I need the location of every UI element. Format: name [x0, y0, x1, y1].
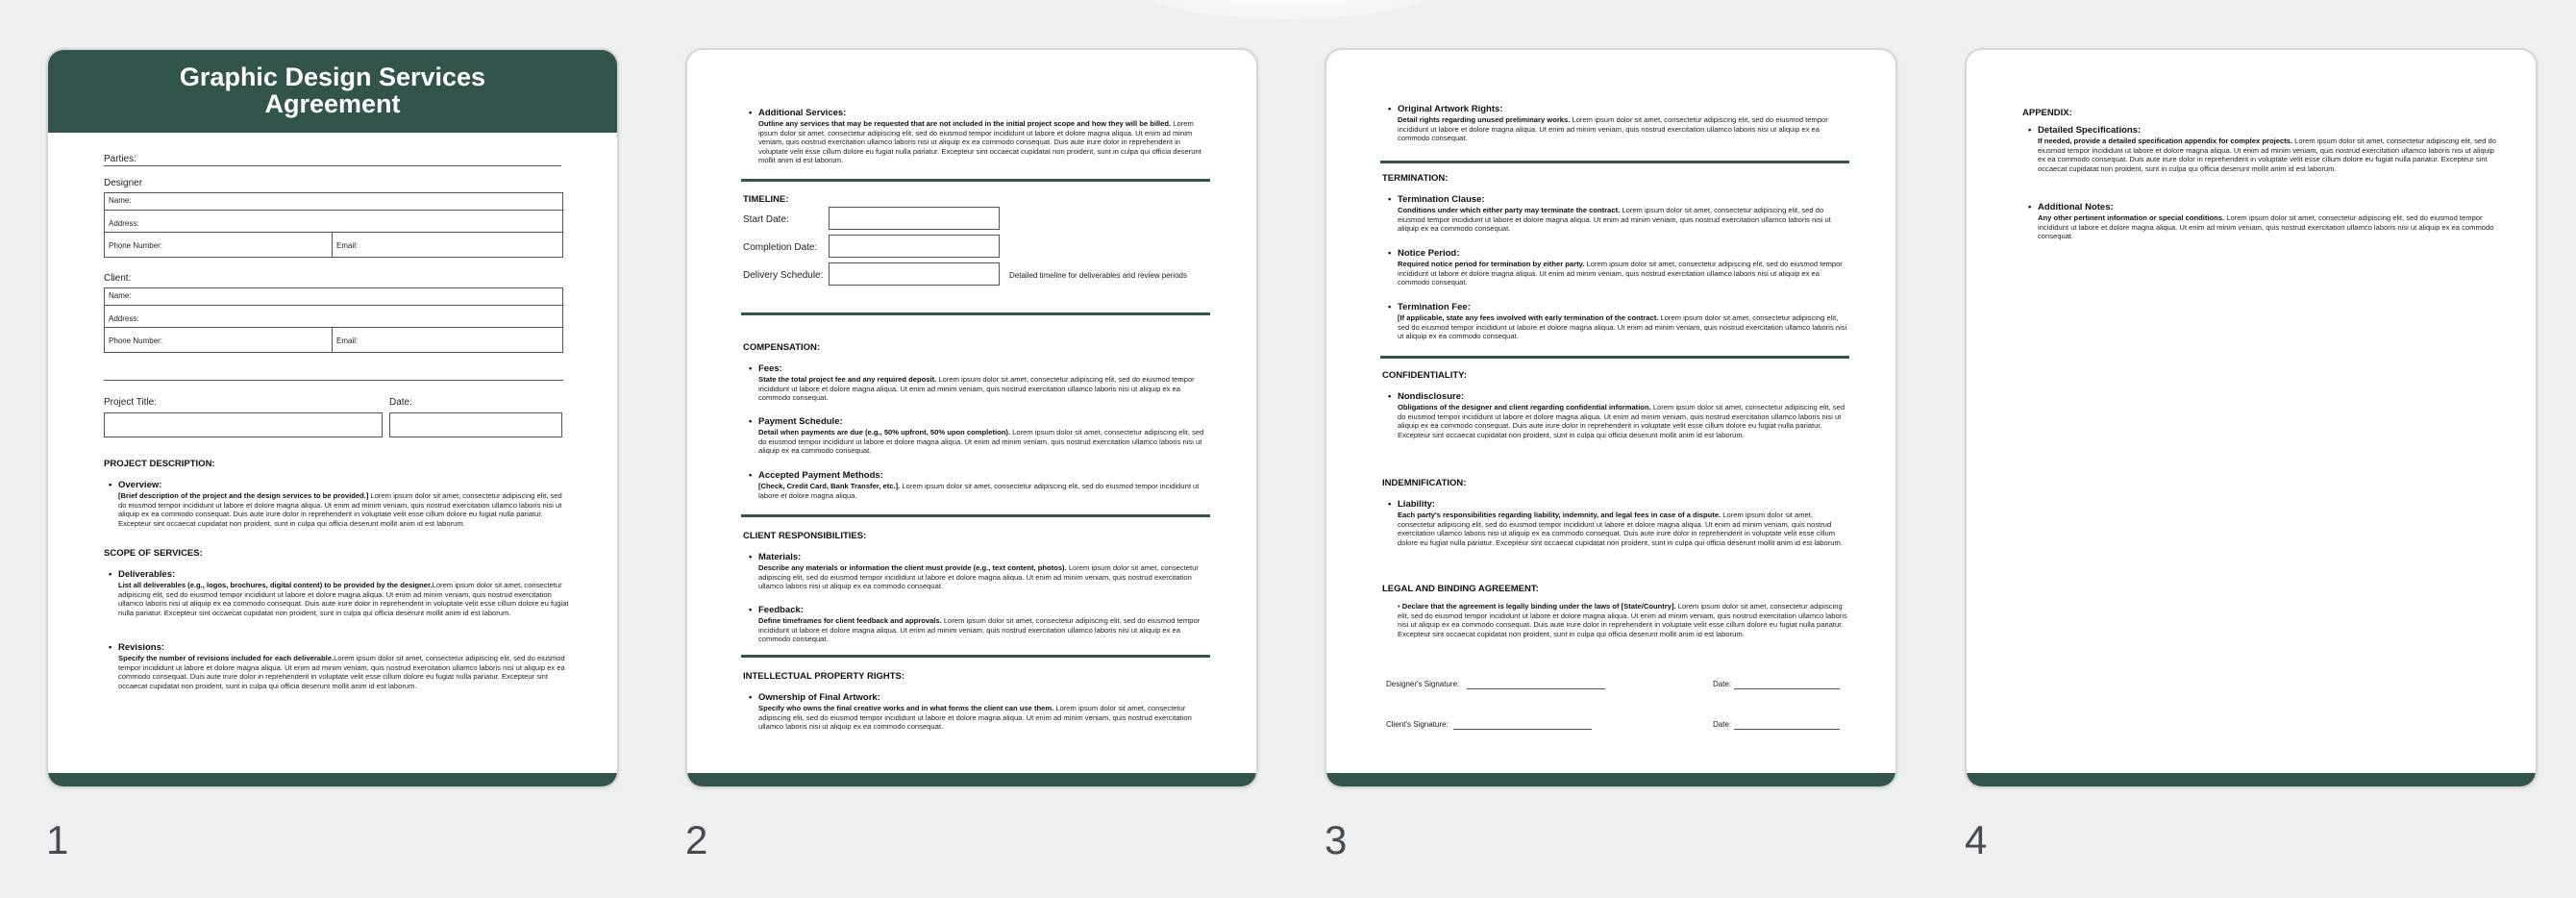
client-date-line	[1734, 729, 1840, 730]
fees-heading: • Fees:	[758, 363, 782, 374]
client-name-label: Name:	[109, 291, 132, 300]
termination-fee-heading: • Termination Fee:	[1398, 302, 1471, 312]
section-heading-timeline: TIMELINE:	[743, 194, 789, 205]
section-heading-confidentiality: CONFIDENTIALITY:	[1382, 370, 1467, 381]
client-address-label: Address:	[109, 314, 139, 323]
fees-text: State the total project fee and any required deposit. Lorem ipsum dolor sit amet, consectetur adipiscing elit, sed do eiusmod tempor incididunt ut labore et dolore magna aliqua. Ut enim ad minim veniam, quis nostrud exercitation ullamco laboris nisi ut aliquip ex ea commodo consequat.	[758, 375, 1195, 403]
page-number-1[interactable]: 1	[46, 817, 69, 862]
client-label: Client:	[104, 273, 132, 284]
detailed-specs-heading: • Detailed Specifications:	[2038, 125, 2141, 136]
legal-text: • Declare that the agreement is legally binding under the laws of [State/Country]. Lorem ipsum dolor sit amet, consectetur adipiscing elit, sed do eiusmod tempor incididunt ut labore et dolore magna aliqua. Ut enim ad minim veniam, quis nostrud exercitation ullamco laboris nisi ut aliquip ex ea commodo consequat. Duis aute irure dolor in reprehenderit in voluptate velit esse cillum dolore eu fugiat nulla pariatur. Excepteur sint occaecat cupidatat non proident, sunt in culpa qui officia deserunt mollit anim id est laborum.	[1398, 602, 1847, 638]
section-heading-appendix: APPENDIX:	[2022, 108, 2072, 118]
termination-clause-heading: • Termination Clause:	[1398, 194, 1485, 205]
document-title-line1: Graphic Design Services	[179, 62, 486, 91]
liability-text: Each party's responsibilities regarding liability, indemnity, and legal fees in case of a dispute. Lorem ipsum dolor sit amet, consectetur adipiscing elit, sed do eiusmod tempor incididunt ut labore et dolore magna aliqua. Ut enim ad minim veniam, quis nostrud exercitation ullamco laboris nisi ut aliquip ex ea commodo consequat. Duis aute irure dolor in reprehenderit in voluptate velit esse cillum dolore eu fugiat nulla pariatur. Excepteur sint occaecat cupidatat non proident, sunt in culpa qui officia deserunt mollit anim id est laborum.	[1398, 511, 1843, 547]
detailed-specs-text: If needed, provide a detailed specification appendix for complex projects. Lorem ipsum dolor sit amet, consectetur adipiscing elit, sed do eiusmod tempor incididunt ut labore et dolore magna aliqua. Ut enim ad minim veniam, quis nostrud exercitation ullamco laboris nisi ut aliquip ex ea commodo consequat. Duis aute irure dolor in reprehenderit in voluptate velit esse cillum dolore eu fugiat nulla pariatur. Excepteur sint occaecat cupidatat non proident, sunt in culpa qui officia deserunt mollit anim id est laborum.	[2038, 137, 2496, 173]
overview-text: [Brief description of the project and the design services to be provided.] Lorem ipsum dolor sit amet, consectetur adipiscing elit, sed do eiusmod tempor incididunt ut labore et dolore magna aliqua. Ut enim ad minim veniam, quis nostrud exercitation ullamco laboris nisi ut aliquip ex ea commodo consequat. Duis aute irure dolor in reprehenderit in voluptate velit esse cillum dolore eu fugiat nulla pariatur. Excepteur sint occaecat cupidatat non proident, sunt in culpa qui officia deserunt mollit anim id est laborum.	[118, 491, 562, 528]
top-glow	[1144, 0, 1432, 19]
page-3-thumbnail[interactable]	[1325, 48, 1897, 788]
section-heading-ip-rights: INTELLECTUAL PROPERTY RIGHTS:	[743, 671, 905, 682]
original-artwork-text: Detail rights regarding unused preliminary works. Lorem ipsum dolor sit amet, consectetur adipiscing elit, sed do eiusmod tempor incididunt ut labore et dolore magna aliqua. Ut enim ad minim veniam, quis nostrud exercitation ullamco laboris nisi ut aliquip ex ea commodo consequat.	[1398, 115, 1828, 143]
materials-heading: • Materials:	[758, 552, 801, 562]
section-divider	[741, 179, 1210, 182]
document-title-banner	[48, 50, 617, 133]
page-footer-bar	[48, 773, 617, 786]
section-divider	[741, 514, 1210, 517]
feedback-heading: • Feedback:	[758, 605, 804, 615]
start-date-field	[829, 207, 1000, 230]
designer-date-line	[1734, 688, 1840, 689]
page-number-3[interactable]: 3	[1325, 817, 1348, 862]
page-2-thumbnail[interactable]	[685, 48, 1258, 788]
page-1-thumbnail[interactable]	[46, 48, 619, 788]
designer-name-label: Name:	[109, 196, 132, 205]
overview-heading: • Overview:	[118, 480, 161, 490]
page-4-thumbnail[interactable]	[1965, 48, 2538, 788]
completion-date-field	[829, 235, 1000, 258]
notice-period-heading: • Notice Period:	[1398, 248, 1459, 259]
designer-label: Designer	[104, 178, 143, 188]
designer-signature-label: Designer's Signature:	[1386, 680, 1460, 688]
additional-services-heading: • Additional Services:	[758, 108, 846, 118]
additional-notes-text: Any other pertinent information or special conditions. Lorem ipsum dolor sit amet, consectetur adipiscing elit, sed do eiusmod tempor incididunt ut labore et dolore magna aliqua. Ut enim ad minim veniam, quis nostrud exercitation ullamco laboris nisi ut aliquip ex ea commodo consequat.	[2038, 213, 2494, 241]
section-heading-compensation: COMPENSATION:	[743, 342, 821, 353]
section-heading-client-responsibilities: CLIENT RESPONSIBILITIES:	[743, 531, 867, 541]
designer-date-label: Date:	[1713, 680, 1732, 688]
feedback-text: Define timeframes for client feedback and approvals. Lorem ipsum dolor sit amet, consectetur adipiscing elit, sed do eiusmod tempor incididunt ut labore et dolore magna aliqua. Ut enim ad minim veniam, quis nostrud exercitation ullamco laboris nisi ut aliquip ex ea commodo consequat.	[758, 616, 1201, 644]
completion-date-label: Completion Date:	[743, 242, 818, 253]
designer-email-label: Email:	[336, 241, 359, 250]
designer-info-table	[104, 192, 563, 258]
page-footer-bar	[1326, 773, 1895, 786]
section-heading-scope: SCOPE OF SERVICES:	[104, 548, 203, 559]
page-number-2[interactable]: 2	[685, 817, 708, 862]
client-phone-label: Phone Number:	[109, 337, 163, 345]
divider	[104, 165, 561, 166]
nondisclosure-text: Obligations of the designer and client regarding confidential information. Lorem ipsum dolor sit amet, consectetur adipiscing elit, sed do eiusmod tempor incididunt ut labore et dolore magna aliqua. Ut enim ad minim veniam, quis nostrud exercitation ullamco laboris nisi ut aliquip ex ea commodo consequat. Duis aute irure dolor in reprehenderit in voluptate velit esse cillum dolore eu fugiat nulla pariatur. Excepteur sint occaecat cupidatat non proident, sunt in culpa qui officia deserunt mollit anim id est laborum.	[1398, 403, 1845, 439]
page-footer-bar	[687, 773, 1256, 786]
additional-notes-heading: • Additional Notes:	[2038, 202, 2114, 212]
date-label: Date:	[389, 397, 412, 408]
date-field	[389, 412, 562, 437]
delivery-schedule-note: Detailed timeline for deliverables and review periods	[1009, 271, 1187, 280]
delivery-schedule-label: Delivery Schedule:	[743, 270, 824, 281]
section-divider	[1380, 161, 1849, 163]
accepted-methods-heading: • Accepted Payment Methods:	[758, 470, 883, 481]
accepted-methods-text: [Check, Credit Card, Bank Transfer, etc.]. Lorem ipsum dolor sit amet, consectetur adipiscing elit, sed do eiusmod tempor incididunt ut labore et dolore magna aliqua.	[758, 482, 1200, 500]
deliverables-text: List all deliverables (e.g., logos, brochures, digital content) to be provided by the designer.Lorem ipsum dolor sit amet, consectetur adipiscing elit, sed do eiusmod tempor incididunt ut labore et dolore magna aliqua. Ut enim ad minim veniam, quis nostrud exercitation ullamco laboris nisi ut aliquip ex ea commodo consequat. Duis aute irure dolor in reprehenderit in voluptate velit esse cillum dolore eu fugiat nulla pariatur. Excepteur sint occaecat cupidatat non proident, sunt in culpa qui officia deserunt mollit anim id est laborum.	[118, 581, 569, 617]
revisions-heading: • Revisions:	[118, 642, 164, 653]
section-divider	[741, 655, 1210, 658]
client-signature-label: Client's Signature:	[1386, 720, 1449, 729]
original-artwork-heading: • Original Artwork Rights:	[1398, 104, 1502, 114]
termination-clause-text: Conditions under which either party may terminate the contract. Lorem ipsum dolor sit amet, consectetur adipiscing elit, sed do eiusmod tempor incididunt ut labore et dolore magna aliqua. Ut enim ad minim veniam, quis nostrud exercitation ullamco laboris nisi ut aliquip ex ea commodo consequat.	[1398, 206, 1831, 234]
page-number-4[interactable]: 4	[1965, 817, 1988, 862]
client-email-label: Email:	[336, 337, 359, 345]
divider	[104, 380, 563, 381]
parties-label: Parties:	[104, 154, 136, 164]
deliverables-heading: • Deliverables:	[118, 569, 175, 580]
section-heading-indemnification: INDEMNIFICATION:	[1382, 478, 1467, 488]
client-info-table	[104, 287, 563, 353]
section-divider	[1380, 356, 1849, 359]
ownership-text: Specify who owns the final creative works and in what forms the client can use them. Lorem ipsum dolor sit amet, consectetur adipiscing elit, sed do eiusmod tempor incididunt ut labore et dolore magna aliqua. Ut enim ad minim veniam, quis nostrud exercitation ullamco laboris nisi ut aliquip ex ea commodo consequat.	[758, 704, 1192, 732]
termination-fee-text: [If applicable, state any fees involved with early termination of the contract. Lorem ipsum dolor sit amet, consectetur adipiscing elit, sed do eiusmod tempor incididunt ut labore et dolore magna aliqua. Ut enim ad minim veniam, quis nostrud exercitation ullamco laboris nisi ut aliquip ex ea commodo consequat.	[1398, 313, 1847, 341]
notice-period-text: Required notice period for termination by either party. Lorem ipsum dolor sit amet, consectetur adipiscing elit, sed do eiusmod tempor incididunt ut labore et dolore magna aliqua. Ut enim ad minim veniam, quis nostrud exercitation ullamco laboris nisi ut aliquip ex ea commodo consequat.	[1398, 260, 1843, 287]
section-heading-project-description: PROJECT DESCRIPTION:	[104, 459, 215, 469]
designer-phone-label: Phone Number:	[109, 241, 163, 250]
nondisclosure-heading: • Nondisclosure:	[1398, 391, 1464, 402]
section-heading-termination: TERMINATION:	[1382, 173, 1449, 184]
additional-services-text: Outline any services that may be requested that are not included in the initial project scope and how they will be billed. Lorem ipsum dolor sit amet, consectetur adipiscing elit, sed do eiusmod tempor incididunt ut labore et dolore magna aliqua. Ut enim ad minim veniam, quis nostrud exercitation ullamco laboris nisi ut aliquip ex ea commodo consequat. Duis aute irure dolor in reprehenderit in voluptate velit esse cillum dolore eu fugiat nulla pariatur. Excepteur sint occaecat cupidatat non proident, sunt in culpa qui officia deserunt mollit anim id est laborum.	[758, 119, 1201, 165]
start-date-label: Start Date:	[743, 214, 789, 225]
document-title-line2: Agreement	[264, 89, 401, 118]
project-title-field	[104, 412, 383, 437]
designer-signature-line	[1467, 688, 1605, 689]
client-date-label: Date:	[1713, 720, 1732, 729]
payment-schedule-text: Detail when payments are due (e.g., 50% upfront, 50% upon completion). Lorem ipsum dolor sit amet, consectetur adipiscing elit, sed do eiusmod tempor incididunt ut labore et dolore magna aliqua. Ut enim ad minim veniam, quis nostrud exercitation ullamco laboris nisi ut aliquip ex ea commodo consequat.	[758, 428, 1204, 456]
payment-schedule-heading: • Payment Schedule:	[758, 416, 843, 427]
section-heading-legal: LEGAL AND BINDING AGREEMENT:	[1382, 584, 1539, 594]
page-footer-bar	[1967, 773, 2536, 786]
delivery-schedule-field	[829, 262, 1000, 286]
section-divider	[741, 312, 1210, 315]
liability-heading: • Liability:	[1398, 499, 1435, 510]
ownership-heading: • Ownership of Final Artwork:	[758, 692, 880, 703]
client-signature-line	[1453, 729, 1592, 730]
project-title-label: Project Title:	[104, 397, 158, 408]
designer-address-label: Address:	[109, 219, 139, 228]
materials-text: Describe any materials or information the client must provide (e.g., text content, photos). Lorem ipsum dolor sit amet, consectetur adipiscing elit, sed do eiusmod tempor incididunt ut labore et dolore magna aliqua. Ut enim ad minim veniam, quis nostrud exercitation ullamco laboris nisi ut aliquip ex ea commodo consequat.	[758, 563, 1199, 591]
revisions-text: Specify the number of revisions included for each deliverable.Lorem ipsum dolor sit amet, consectetur adipiscing elit, sed do eiusmod tempor incididunt ut labore et dolore magna aliqua. Ut enim ad minim veniam, quis nostrud exercitation ullamco laboris nisi ut aliquip ex ea commodo consequat. Duis aute irure dolor in reprehenderit in voluptate velit esse cillum dolore eu fugiat nulla pariatur. Excepteur sint occaecat cupidatat non proident, sunt in culpa qui officia deserunt mollit anim id est laborum.	[118, 654, 565, 690]
